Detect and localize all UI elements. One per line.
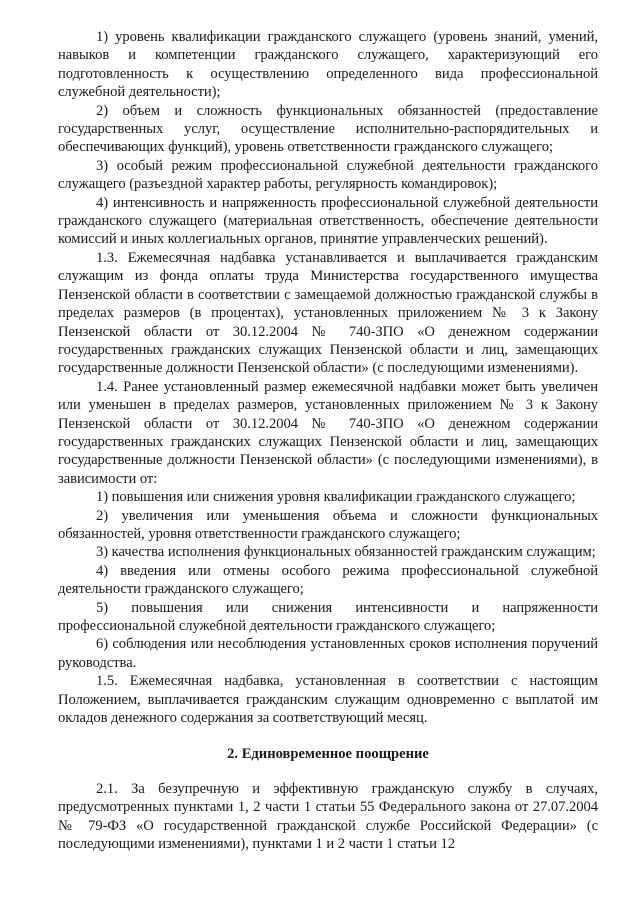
- paragraph-intensity-change: 5) повышения или снижения интенсивности и напряженности профессиональной служебной деятельности гражданского служащего;: [58, 599, 598, 634]
- paragraph-1-4: 1.4. Ранее установленный размер ежемесячной надбавки может быть увеличен или уменьшен в пределах размеров, установленных приложением № 3 к Закону Пензенской области от 30.12.2004 № 740-ЗПО «О денежном содержании государственных гражданских служащих Пензенской области и лиц, замещающих государственные должности Пензенской области» (с последующими изменениями), в зависимости от:: [58, 378, 598, 487]
- paragraph-quality: 3) качества исполнения функциональных обязанностей гражданским служащим;: [96, 544, 596, 561]
- paragraph-2-1: 2.1. За безупречную и эффективную гражданскую службу в случаях, предусмотренных пунктами 1, 2 части 1 статьи 55 Федерального закона от 27.07.2004 № 79-ФЗ «О государственной гражданской службе Российской Федерации» (с последующими изменениями), пунктами 1 и 2 части 1 статьи 12: [58, 780, 598, 853]
- document-body: [58, 28, 598, 853]
- paragraph-special-regime: 3) особый режим профессиональной служебной деятельности гражданского служащего (разъездной характер работы, регулярность командировок);: [58, 157, 598, 193]
- paragraph-regime-change: 4) введения или отмены особого режима профессиональной служебной деятельности гражданского служащего;: [58, 562, 598, 598]
- section-heading: 2. Единовременное поощрение: [227, 746, 429, 763]
- paragraph-change-qualification: 1) повышения или снижения уровня квалификации гражданского служащего;: [96, 489, 576, 506]
- paragraph-1-3: 1.3. Ежемесячная надбавка устанавливается и выплачивается гражданским служащим из фонда оплаты труда Министерства государственного имущества Пензенской области в соответствии с замещаемой должностью гражданской службы в пределах размеров (в процентах), установленных приложением № 3 к Закону Пензенской области от 30.12.2004 № 740-ЗПО «О денежном содержании государственных гражданских служащих Пензенской области и лиц, замещающих государственные должности Пензенской области» (с последующими изменениями).: [58, 249, 598, 377]
- paragraph-change-duties: 2) увеличения или уменьшения объема и сложности функциональных обязанностей, уровня ответственности гражданского служащего;: [58, 507, 598, 542]
- paragraph-duties-volume: 2) объем и сложность функциональных обязанностей (предоставление государственных услуг, осуществление исполнительно-распорядительных и обеспечивающих функций), уровень ответственности гражданского служащего;: [58, 102, 598, 156]
- paragraph-1-5: 1.5. Ежемесячная надбавка, установленная в соответствии с настоящим Положением, выплачивается гражданским служащим одновременно с выплатой им окладов денежного содержания за соответствующий месяц.: [58, 673, 598, 727]
- paragraph-intensity: 4) интенсивность и напряженность профессиональной служебной деятельности гражданского служащего (материальная ответственность, обеспечение деятельности комиссий и иных коллегиальных органов, принятие управленческих решений).: [58, 194, 598, 248]
- paragraph-qualification-level: 1) уровень квалификации гражданского служащего (уровень знаний, умений, навыков и компетенции гражданского служащего, характеризующий его подготовленность к осуществлению определенного вида профессиональной служебной деятельности);: [58, 29, 598, 101]
- paragraph-deadlines: 6) соблюдения или несоблюдения установленных сроков исполнения поручений руководства.: [58, 636, 598, 671]
